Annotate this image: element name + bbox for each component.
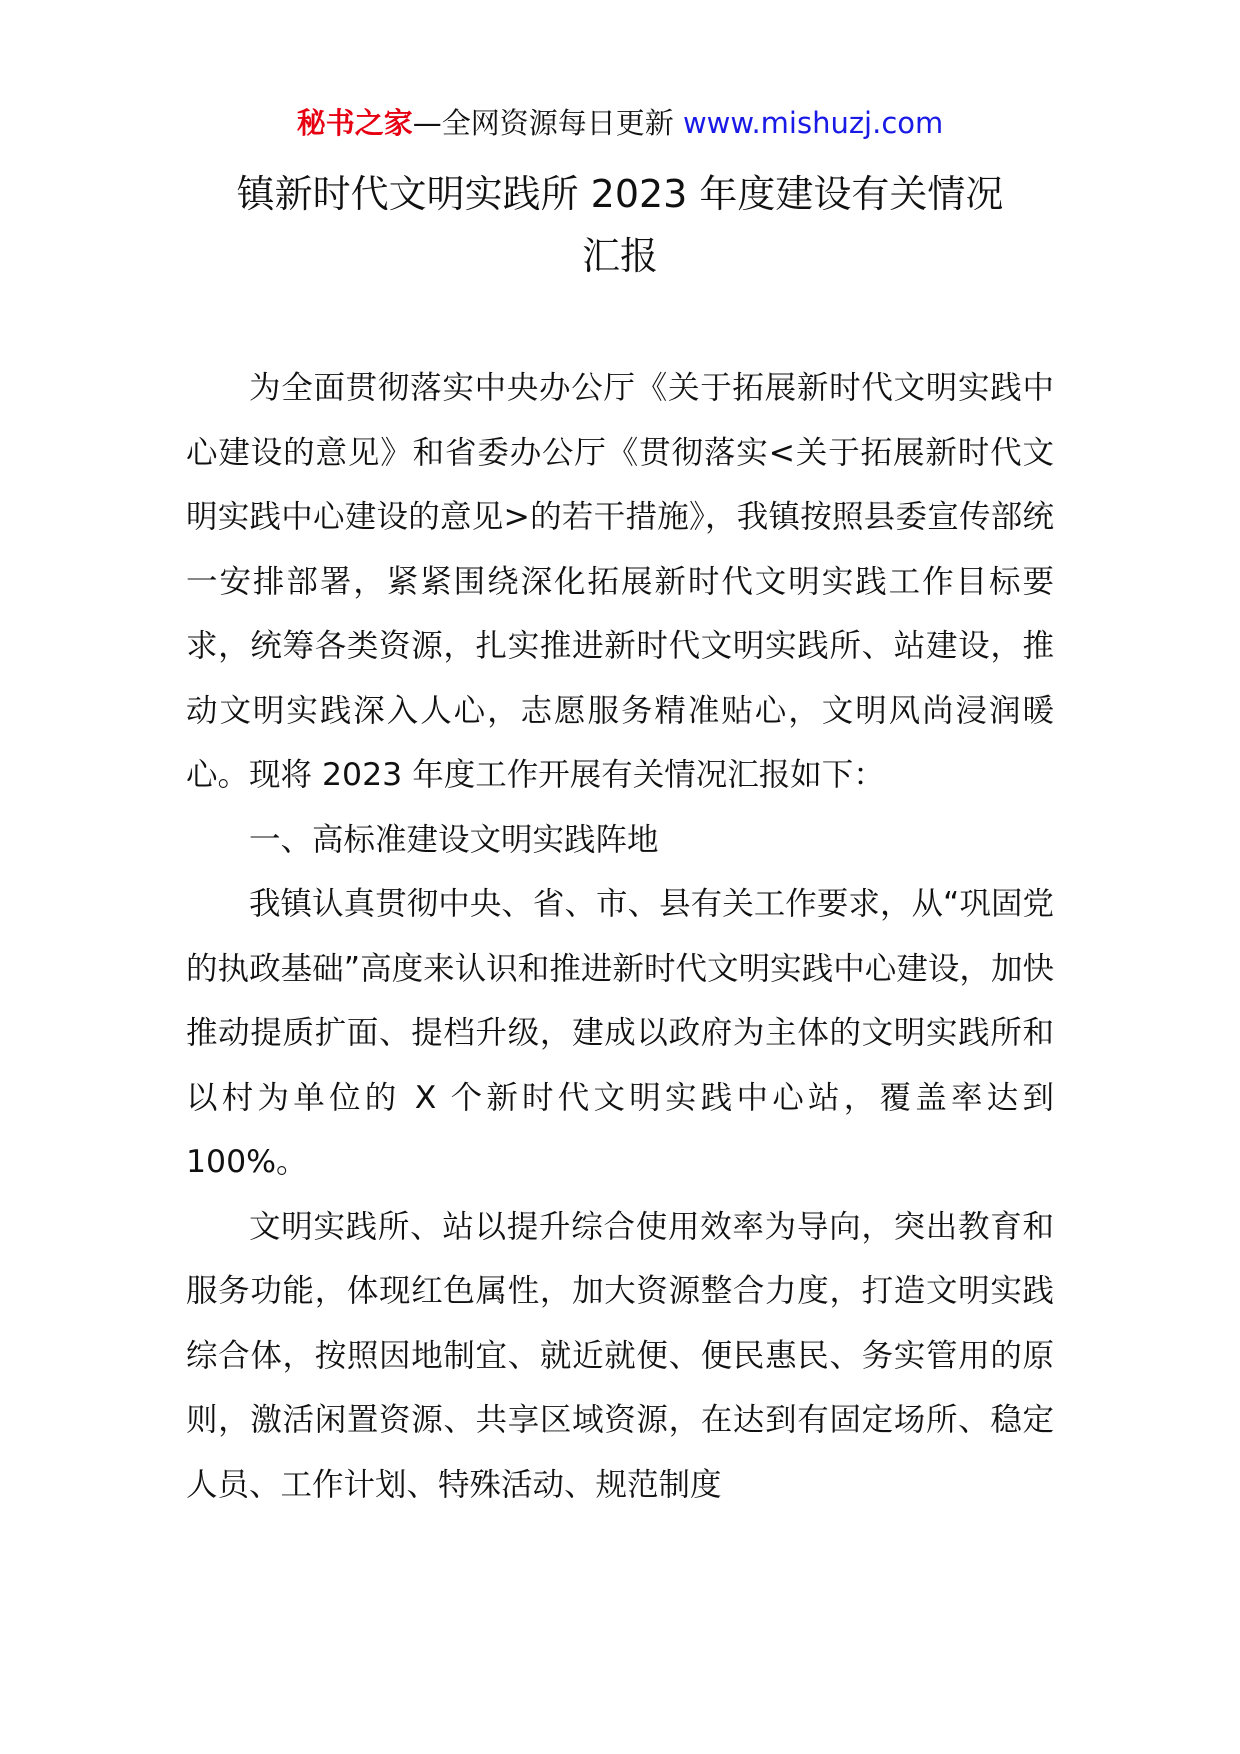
brand-name: 秘书之家 (296, 106, 413, 140)
site-url-link[interactable]: www.mishuzj.com (682, 106, 944, 140)
header-tagline: —全网资源每日更新 (412, 106, 683, 140)
document-title-line-1: 镇新时代文明实践所 2023 年度建设有关情况 (236, 172, 1004, 216)
body-paragraph: 我镇认真贯彻中央、省、市、县有关工作要求，从“巩固党的执政基础”高度来认识和推进新时代文明实践中心建设，加快推动提质扩面、提档升级，建成以政府为主体的文明实践所和以村为单位的 X 个新时代文明实践中心站，覆盖率达到 100%。 (186, 886, 1054, 1180)
body-paragraph: 文明实践所、站以提升综合使用效率为导向，突出教育和服务功能，体现红色属性，加大资源整合力度，打造文明实践综合体，按照因地制宜、就近就便、便民惠民、务实管用的原则，激活闲置资源、共享区域资源，在达到有固定场所、稳定人员、工作计划、特殊活动、规范制度 (186, 1208, 1054, 1503)
site-header-banner (0, 103, 1240, 143)
section-heading-1: 一、高标准建设文明实践阵地 (249, 821, 659, 858)
document-body (186, 356, 1054, 1517)
document-title-line-2: 汇报 (581, 234, 658, 278)
document-title (0, 163, 1240, 287)
intro-paragraph: 为全面贯彻落实中央办公厅《关于拓展新时代文明实践中心建设的意见》和省委办公厅《贯彻落实<关于拓展新时代文明实践中心建设的意见>的若干措施》，我镇按照县委宣传部统一安排部署，紧紧围绕深化拓展新时代文明实践工作目标要求，统筹各类资源，扎实推进新时代文明实践所、站建设，推动文明实践深入人心，志愿服务精准贴心，文明风尚浸润暖心。现将 2023 年度工作开展有关情况汇报如下： (186, 370, 1054, 793)
